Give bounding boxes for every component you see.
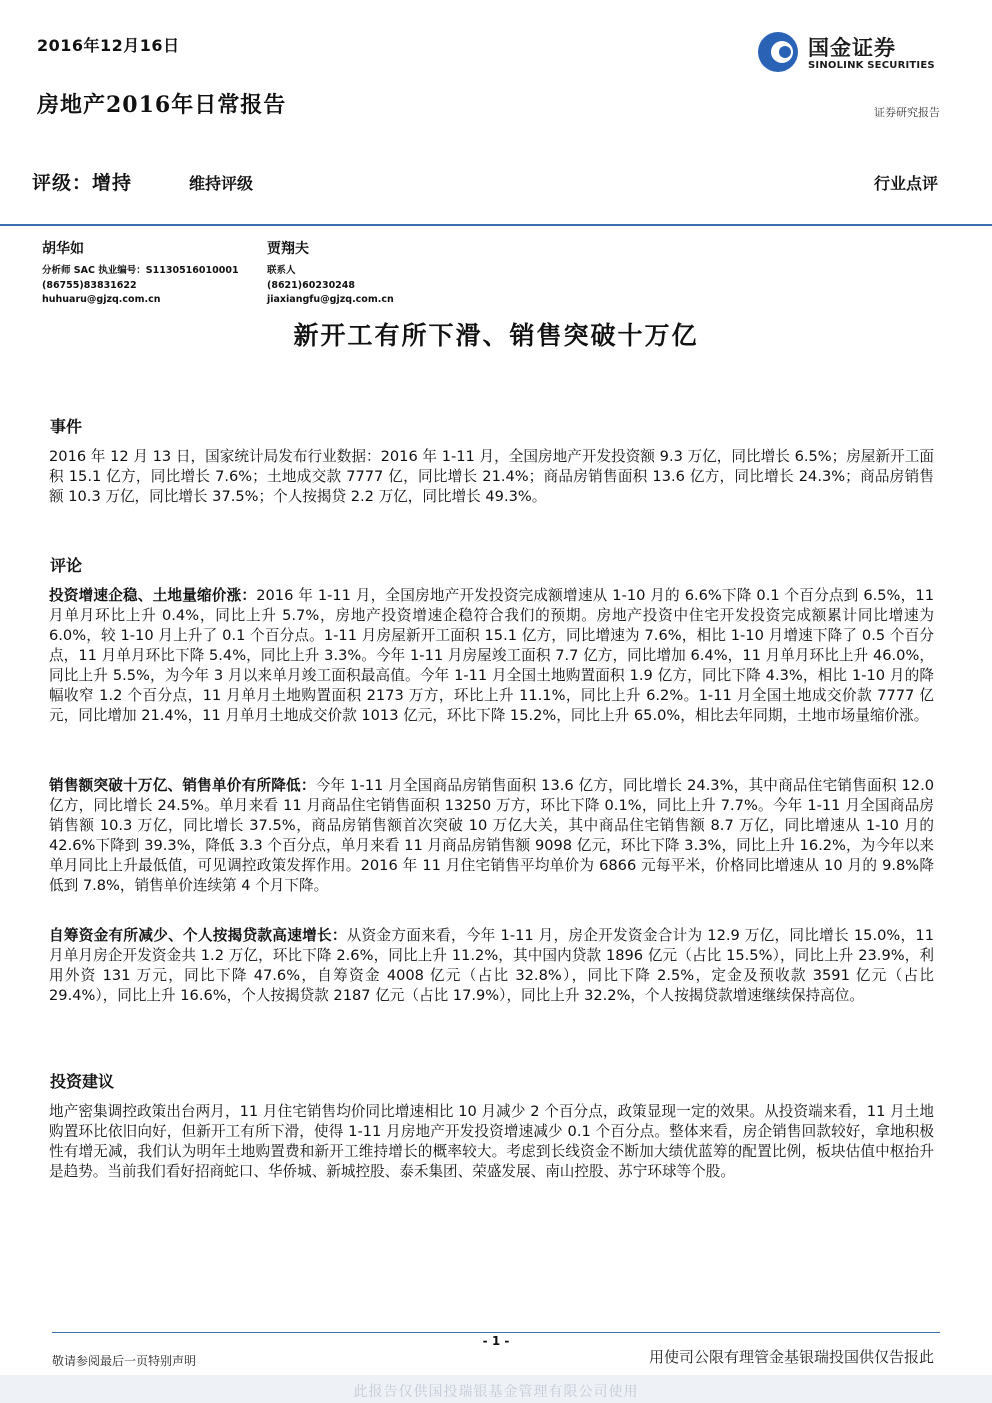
- author-email[interactable]: huhuaru@gjzq.com.cn: [42, 294, 161, 305]
- author-credential: 分析师 SAC 执业编号：S1130516010001: [42, 265, 239, 276]
- author-email[interactable]: jiaxiangfu@gjzq.com.cn: [267, 294, 394, 305]
- header-divider: [0, 224, 992, 226]
- paragraph-text: 从资金方面来看，今年 1-11 月，房企开发资金合计为 12.9 万亿，同比增长 15.0%，11 月单月房企开发资金共 1.2 万亿，环比下降 2.6%，同比上升 11.2%，其中国内贷款 1896 亿元（占比 15.5%），同比上升 23.9%，利用外资 131 万元，同比下降 47.6%，自筹资金 4008 亿元（占比 32.8%），同比下降 2.5%，定金及预收款 3591 亿元（占比 29.4%），同比上升 16.6%，个人按揭贷款 2187 亿元（占比 17.9%），同比上升 32.2%，个人按揭贷款增速继续保持高位。: [49, 927, 934, 1004]
- logo-name-cn: 国金证券: [808, 36, 896, 60]
- paragraph-text: 2016 年 1-11 月，全国房地产开发投资完成额增速从 1-10 月的 6.6%下降 0.1 个百分点到 6.5%，11 月单月环比上升 0.4%，同比上升 5.7%，房地产投资增速企稳符合我们的预期。房地产投资中住宅开发投资完成额累计同比增速为 6.0%，较 1-10 月上升了 0.1 个百分点。1-11 月房屋新开工面积 15.1 亿方，同比增速为 7.6%，相比 1-10 月增速下降了 0.5 个百分点，11 月单月环比下降 5.4%，同比上升 3.3%。今年 1-11 月房屋竣工面积 7.7 亿方，同比增加 6.4%，11 月单月环比上升 46.0%，同比上升 5.5%，为今年 3 月以来单月竣工面积最高值。今年 1-11 月全国土地购置面积 1.9 亿方，同比下降 4.3%，相比 1-10 月的降幅收窄 1.2 个百分点，11 月单月土地购置面积 2173 万方，环比上升 11.1%，同比上升 6.2%。1-11 月全国土地成交价款 7777 亿元，同比增加 21.4%，11 月单月土地成交价款 1013 亿元，环比下降 15.2%，同比上升 65.0%，相比去年同期，土地市场量缩价涨。: [49, 587, 934, 724]
- author-name: 胡华如: [42, 241, 84, 257]
- section-title-event: 事件: [50, 417, 83, 436]
- author-name: 贾翔夫: [267, 241, 309, 257]
- event-paragraph: 2016 年 12 月 13 日，国家统计局发布行业数据：2016 年 1-11 月，全国房地产开发投资额 9.3 万亿，同比增长 6.5%；房屋新开工面积 15.1 亿方，同比增长 7.6%；土地成交款 7777 亿，同比增长 21.4%；商品房销售面积 13.6 亿方，同比增长 24.3%；商品房销售额 10.3 万亿，同比增长 37.5%；个人按揭贷 2.2 万亿，同比增长 49.3%。: [49, 448, 934, 505]
- rating-status: 维持评级: [189, 174, 254, 193]
- paragraph-text: 今年 1-11 月全国商品房销售面积 13.6 亿方，同比增长 24.3%，其中商品住宅销售面积 12.0 亿方，同比增长 24.5%。单月来看 11 月商品住宅销售面积 13250 万方，环比下降 0.1%，同比上升 7.7%。今年 1-11 月全国商品房销售额 10.3 万亿，同比增长 37.5%，商品房销售额首次突破 10 万亿大关，其中商品住宅销售额 8.7 万亿，同比增速从 1-10 月的 42.6%下降到 39.3%，降低 3.3 个百分点，单月来看 11 月商品房销售额 9098 亿元，环比下降 3.3%，同比上升 16.2%，为今年以来单月同比上升最低值，可见调控政策发挥作用。2016 年 11 月住宅销售平均单价为 6866 元每平米，价格同比增速从 10 月的 9.8%降低到 7.8%，销售单价连续第 4 个月下降。: [49, 777, 934, 894]
- footer-note: 用使司公限有理管金基银瑞投国供仅告报此: [648, 1348, 934, 1366]
- author-credential: 联系人: [267, 265, 296, 276]
- report-date: 2016年12月16日: [37, 36, 180, 55]
- section-title-advice: 投资建议: [50, 1072, 115, 1091]
- section-title-comment: 评论: [50, 556, 83, 575]
- author-phone: (86755)83831622: [42, 279, 137, 291]
- advice-paragraph: 地产密集调控政策出台两月，11 月住宅销售均价同比增速相比 10 月减少 2 个百分点，政策显现一定的效果。从投资端来看，11 月土地购置环比依旧向好，但新开工有所下滑，使得 1-11 月房地产开发投资增速减少 0.1 个百分点。整体来看，房企销售回款较好，拿地积极性有增无减，我们认为明年土地购置费和新开工维持增长的概率较大。考虑到长线资金不断加大绩优蓝筹的配置比例，板块估值中枢抬升是趋势。当前我们看好招商蛇口、华侨城、新城控股、泰禾集团、荣盛发展、南山控股、苏宁环球等个股。: [49, 1103, 934, 1180]
- comment-paragraph-3: [49, 926, 934, 1006]
- page-number: - 1 -: [482, 1334, 510, 1348]
- logo-name-en: SINOLINK SECURITIES: [808, 60, 935, 71]
- footer-divider: [52, 1332, 940, 1333]
- company-logo: [756, 30, 946, 78]
- author-card: [42, 238, 262, 308]
- paragraph-lead: 投资增速企稳、土地量缩价涨：: [49, 587, 257, 604]
- report-type: 证券研究报告: [874, 106, 940, 119]
- sinolink-logo-icon: [756, 30, 800, 74]
- watermark-text: 此报告仅供国投瑞银基金管理有限公司使用: [353, 1384, 639, 1400]
- author-card: [267, 238, 487, 308]
- footer-watermark-band: [0, 1375, 992, 1403]
- rating-row: [32, 168, 938, 198]
- report-category: 行业点评: [873, 174, 938, 193]
- headline: 新开工有所下滑、销售突破十万亿: [293, 321, 699, 350]
- paragraph-lead: 自筹资金有所减少、个人按揭贷款高速增长：: [49, 927, 347, 944]
- paragraph-lead: 销售额突破十万亿、销售单价有所降低：: [49, 777, 316, 794]
- comment-paragraph-1: [49, 586, 934, 726]
- comment-paragraph-2: [49, 776, 934, 896]
- footer-disclaimer: 敬请参阅最后一页特别声明: [52, 1354, 197, 1368]
- report-title: 房地产2016年日常报告: [37, 92, 287, 118]
- author-phone: (8621)60230248: [267, 279, 356, 291]
- rating-label: 评级：增持: [32, 172, 133, 194]
